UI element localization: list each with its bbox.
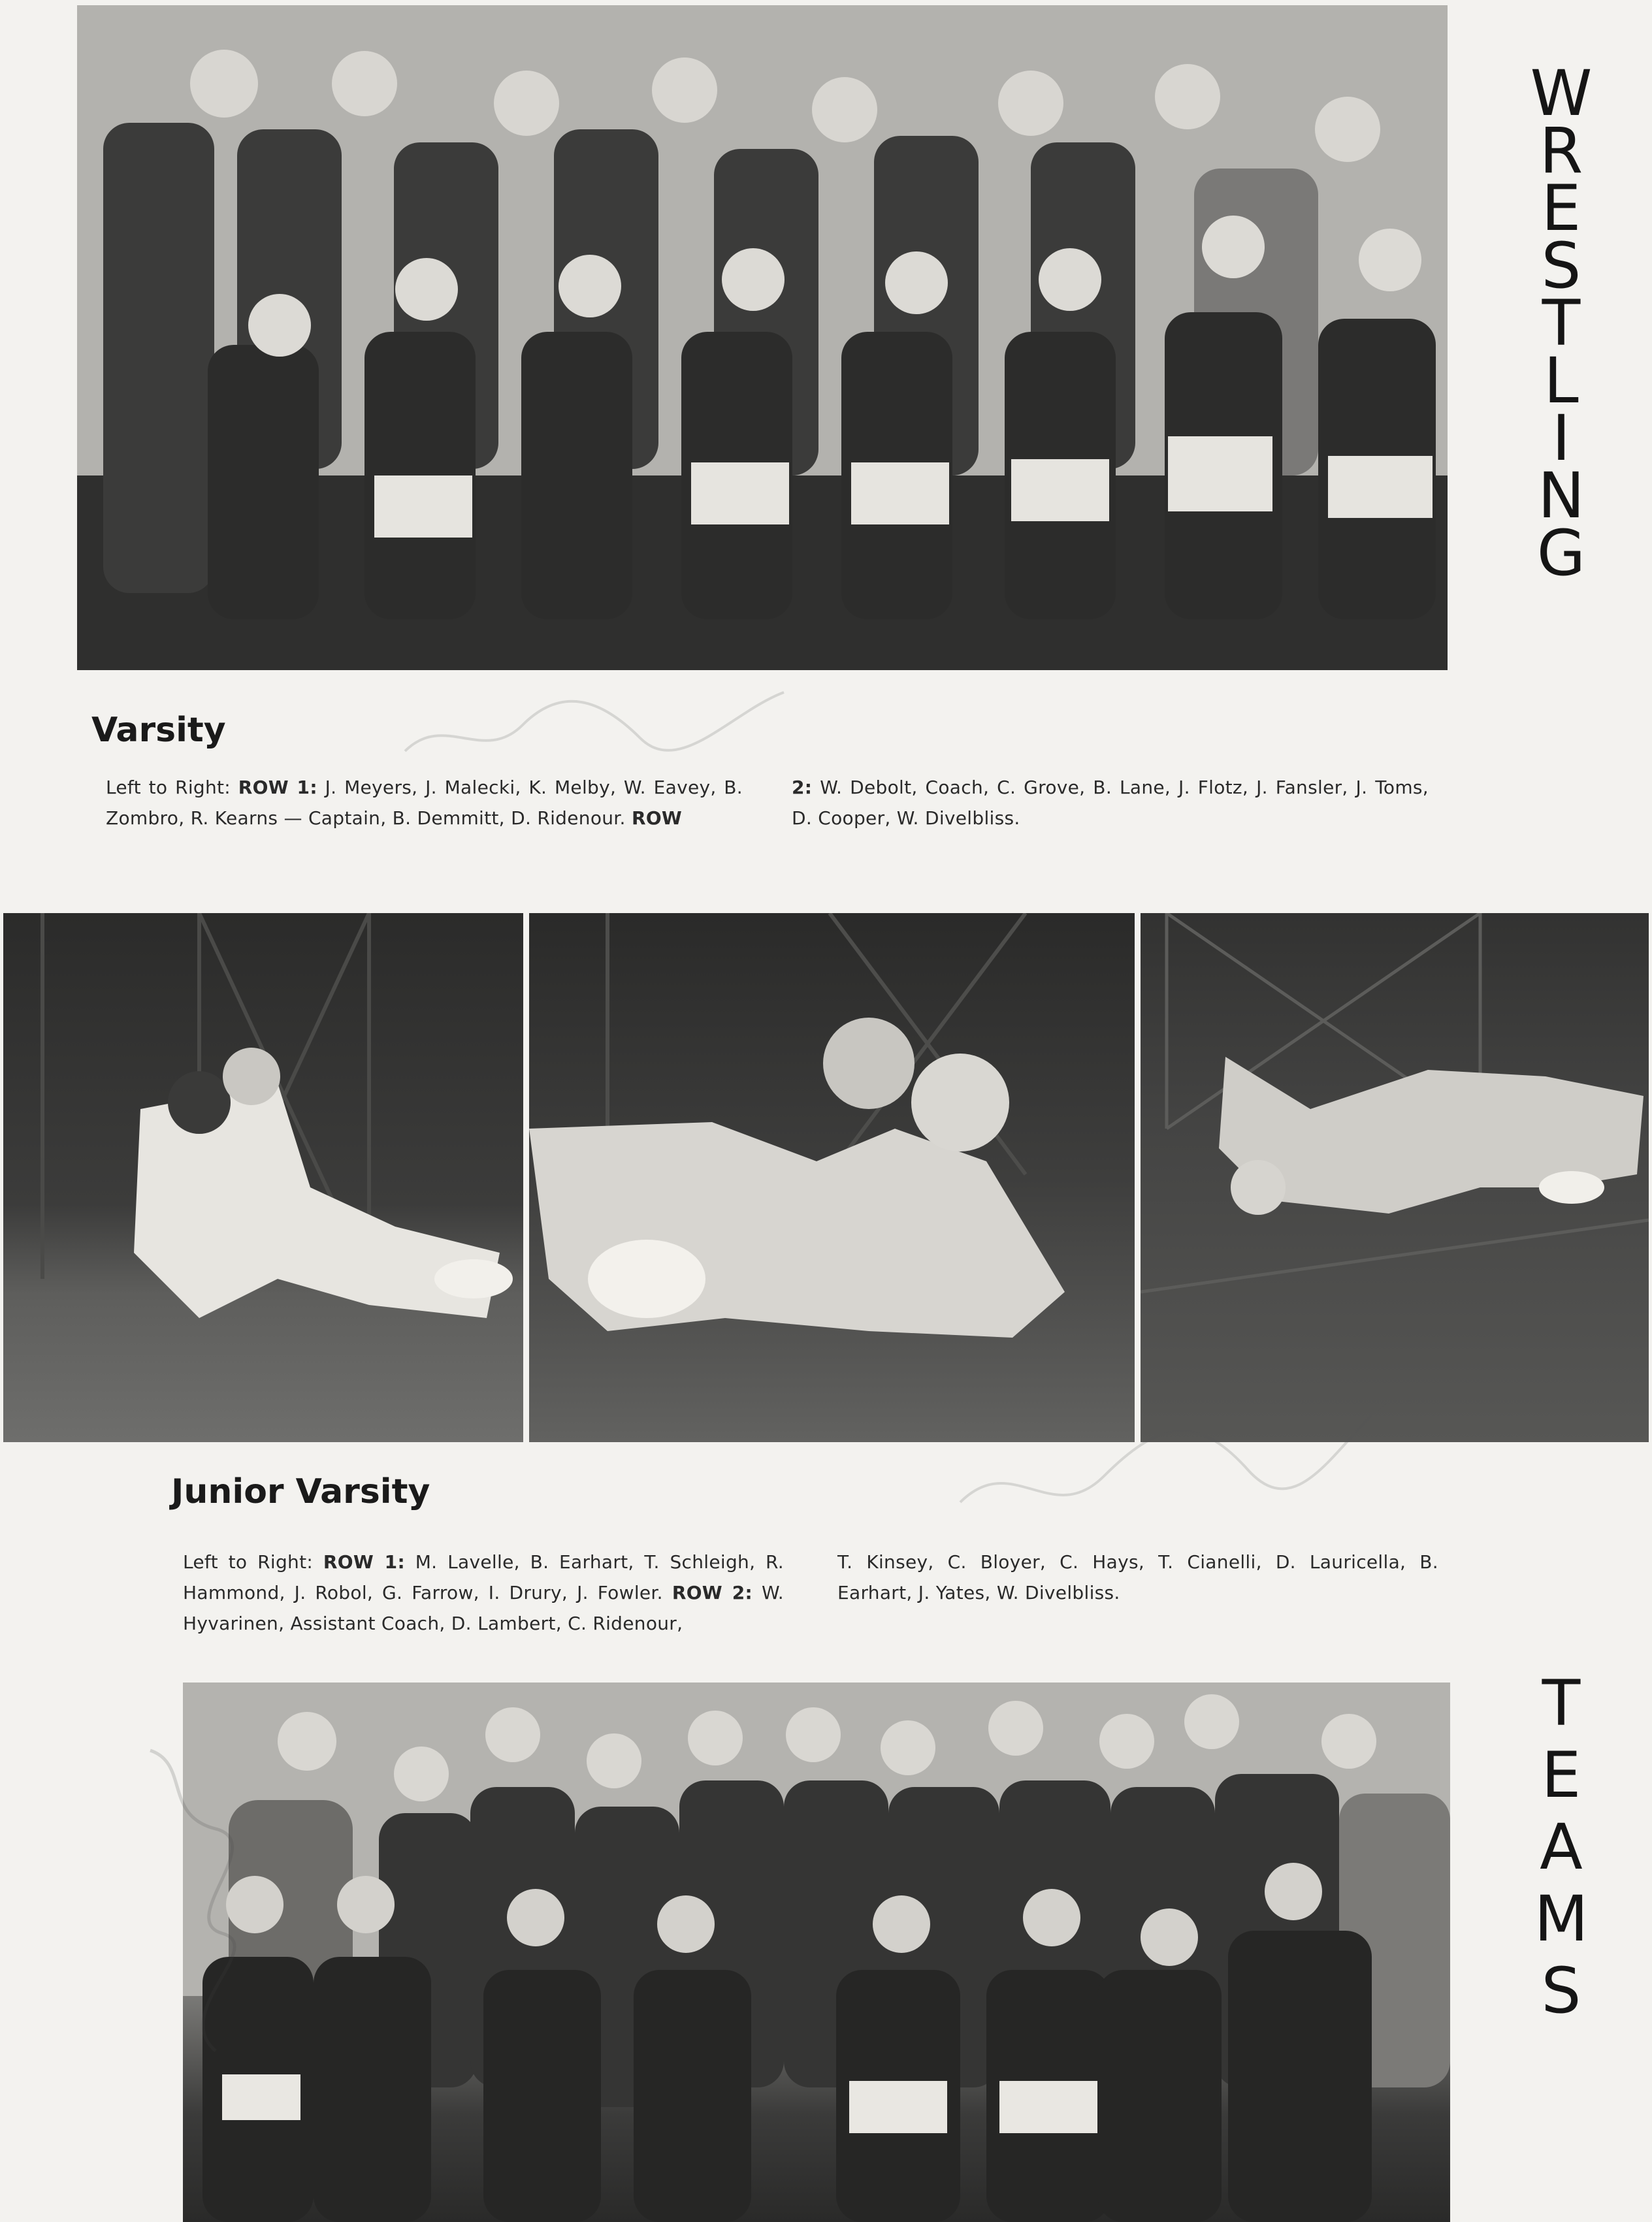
vertical-title-teams [1519,1667,1604,2031]
action-photo-right [1141,913,1649,1442]
title-letter: R [1539,114,1583,187]
varsity-caption-col2 [792,772,1429,833]
title-letter: S [1541,1954,1581,2027]
junior-varsity-team-photo [183,1683,1450,2222]
caption-lead: Left to Right: [106,777,238,798]
title-letter: T [1542,1667,1581,1740]
row2-names: W. Hyvarinen, Assistant Coach, D. Lambert, C. Ridenour, [183,1582,784,1634]
title-letter: T [1542,287,1581,360]
handwriting-scribble [392,673,849,771]
title-letter: A [1540,1811,1583,1884]
junior-varsity-heading: Junior Varsity [171,1472,430,1511]
row-label: ROW [631,807,683,829]
row2-names-continued: T. Kinsey, C. Bloyer, C. Hays, T. Cianelli, D. Lauricella, B. Earhart, J. Yates, W. Divelbliss. [837,1551,1438,1603]
handwriting-scribble [947,1372,1404,1541]
action-photo-left [3,913,523,1442]
title-letter: S [1541,229,1581,302]
row-label: ROW 1: [238,777,317,798]
title-letter: N [1538,459,1585,532]
varsity-team-photo [77,5,1448,670]
row2-names: W. Debolt, Coach, C. Grove, B. Lane, J. Flotz, J. Fansler, J. Toms, D. Cooper, W. Divelbliss. [792,777,1429,829]
title-letter: M [1534,1882,1589,1956]
action-photo-center [529,913,1135,1442]
junior-varsity-caption-col1 [183,1547,784,1639]
row1-names: J. Meyers, J. Malecki, K. Melby, W. Eavey, B. Zombro, R. Kearns — Captain, B. Demmitt, D. Ridenour. [106,777,743,829]
row1-names: M. Lavelle, B. Earhart, T. Schleigh, R. Hammond, J. Robol, G. Farrow, I. Drury, J. Fowler. [183,1551,785,1603]
row-label: 2: [792,777,813,798]
varsity-heading: Varsity [91,711,226,750]
title-letter: W [1530,57,1593,130]
title-letter: E [1541,172,1581,245]
handwriting-scribble [137,1724,242,2064]
row-label: ROW 2: [672,1582,753,1603]
junior-varsity-caption-col2 [837,1547,1438,1608]
row-label: ROW 1: [323,1551,405,1573]
title-letter: G [1536,517,1586,590]
caption-lead: Left to Right: [183,1551,323,1573]
varsity-caption-col1 [106,772,743,833]
vertical-title-wrestling [1519,57,1604,590]
title-letter: L [1544,344,1579,417]
title-letter: I [1551,402,1571,475]
title-letter: E [1541,1739,1581,1812]
